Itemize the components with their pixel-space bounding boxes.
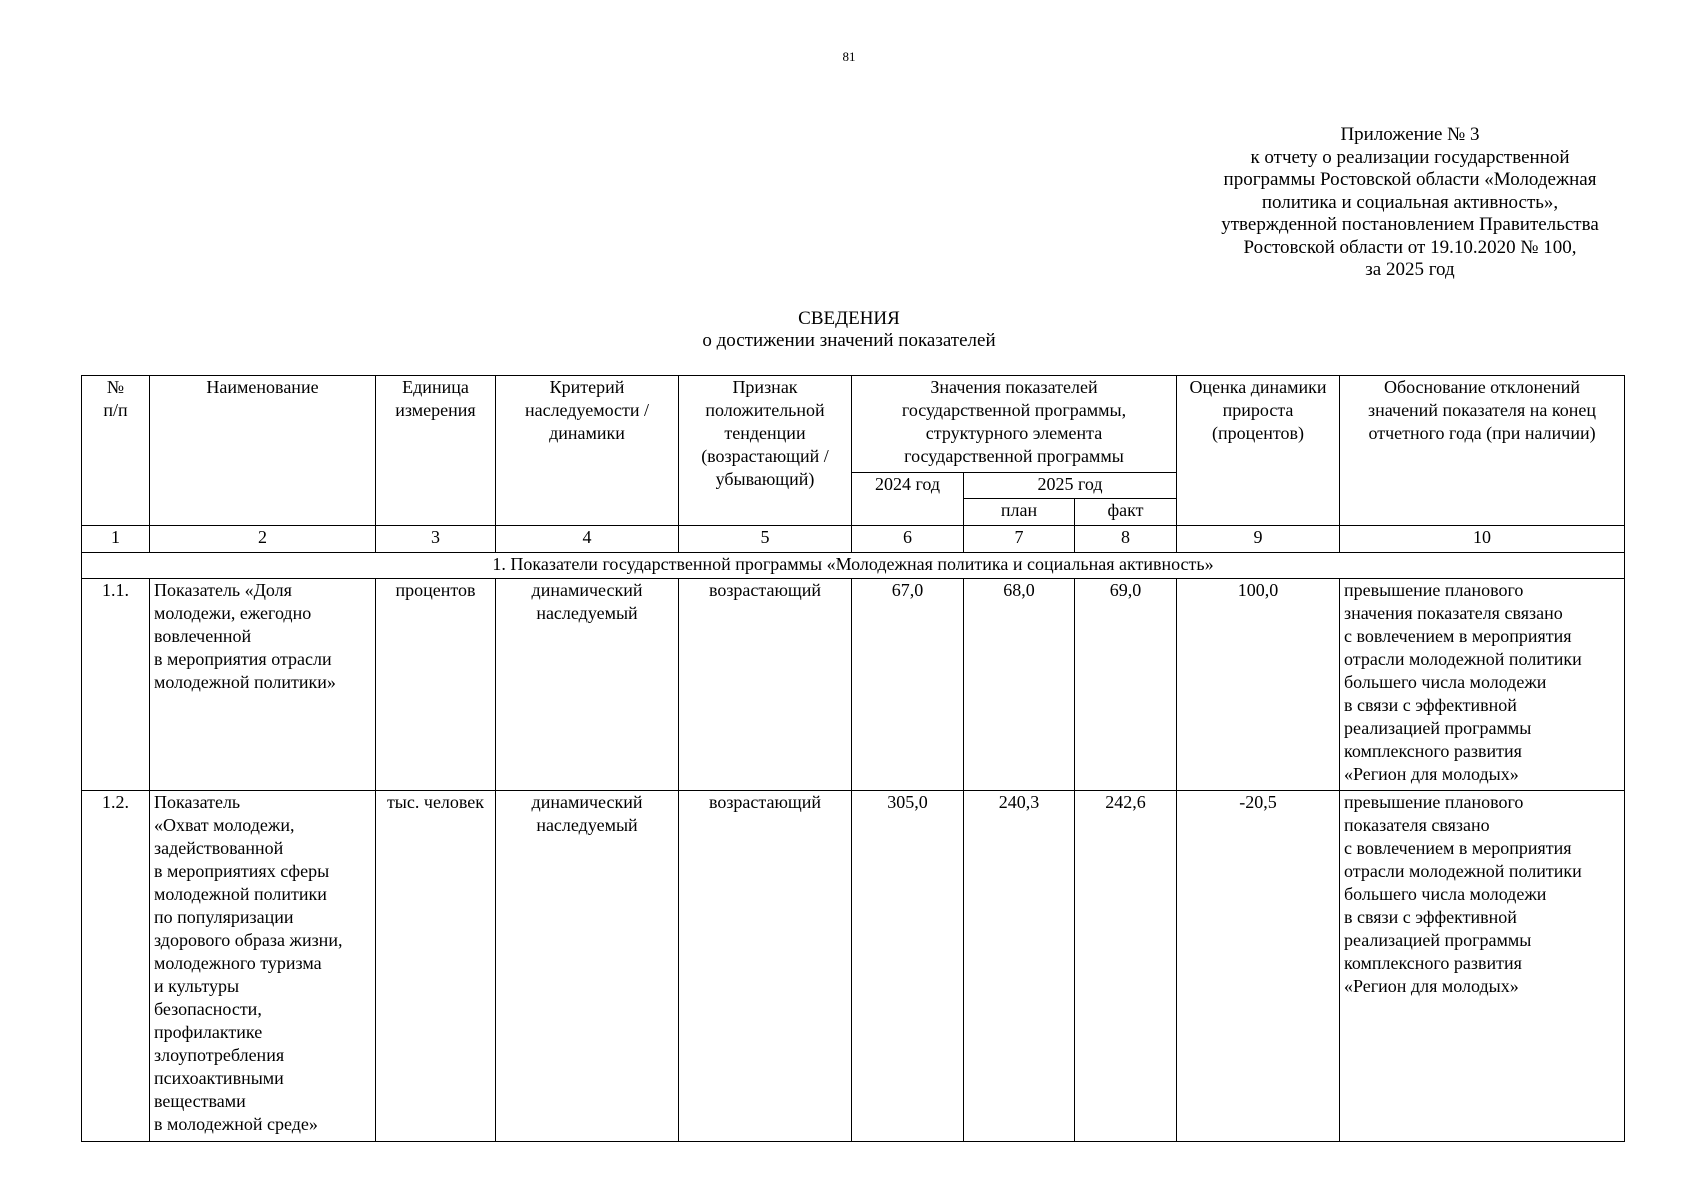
header-year-2025: 2025 год [964, 473, 1177, 499]
row-value-2024: 67,0 [852, 579, 964, 791]
table-row [82, 791, 1625, 1142]
header-name: Наименование [150, 376, 376, 526]
row-name: Показатель «Доля молодежи, ежегодно вовлеченной в мероприятия отрасли молодежной политики» [150, 579, 376, 791]
appendix-line: Ростовской области от 19.10.2020 № 100, [1243, 236, 1577, 258]
header-dynamics: Оценка динамики прироста (процентов) [1177, 376, 1340, 526]
row-unit: тыс. человек [376, 791, 496, 1142]
row-num: 1.2. [82, 791, 150, 1142]
row-justification: превышение планового показателя связано с вовлечением в мероприятия отрасли молодежной политики большего числа молодежи в связи с эффективной реализацией программы комплексного развития «Регион для молодых» [1340, 791, 1625, 1142]
row-name: Показатель «Охват молодежи, задействованной в мероприятиях сферы молодежной политики по популяризации здорового образа жизни, молодежного туризма и культуры безопасности, профилактике злоупотребления психоактивными веществами в молодежной среде» [150, 791, 376, 1142]
indicators-table [81, 375, 1625, 1142]
row-plan: 68,0 [964, 579, 1075, 791]
document-subtitle: о достижении значений показателей [702, 330, 996, 351]
header-criterion: Критерий наследуемости / динамики [496, 376, 679, 526]
row-fact: 242,6 [1075, 791, 1177, 1142]
column-number: 7 [964, 526, 1075, 553]
header-num: № п/п [82, 376, 150, 526]
page-number: 81 [842, 49, 856, 64]
row-num: 1.1. [82, 579, 150, 791]
column-number: 8 [1075, 526, 1177, 553]
row-fact: 69,0 [1075, 579, 1177, 791]
column-number: 6 [852, 526, 964, 553]
row-trend: возрастающий [679, 791, 852, 1142]
column-number: 9 [1177, 526, 1340, 553]
row-criterion: динамический наследуемый [496, 791, 679, 1142]
appendix-line: за 2025 год [1365, 259, 1455, 280]
row-justification: превышение планового значения показателя связано с вовлечением в мероприятия отрасли молодежной политики большего числа молодежи в связи с эффективной реализацией программы комплексного развития «Регион для молодых» [1340, 579, 1625, 791]
document-title: СВЕДЕНИЯ [798, 308, 900, 329]
appendix-line: к отчету о реализации государственной [1250, 146, 1570, 168]
table-row [82, 579, 1625, 791]
header-justification: Обоснование отклонений значений показателя на конец отчетного года (при наличии) [1340, 376, 1625, 526]
column-number: 1 [82, 526, 150, 553]
header-trend: Признак положительной тенденции (возрастающий / убывающий) [679, 376, 852, 526]
document-title-block [0, 308, 1698, 352]
header-unit: Единица измерения [376, 376, 496, 526]
header-fact: факт [1075, 499, 1177, 526]
row-criterion: динамический наследуемый [496, 579, 679, 791]
column-number: 10 [1340, 526, 1625, 553]
row-dynamics: -20,5 [1177, 791, 1340, 1142]
row-value-2024: 305,0 [852, 791, 964, 1142]
appendix-line: политика и социальная активность», [1261, 191, 1559, 213]
column-number: 2 [150, 526, 376, 553]
row-plan: 240,3 [964, 791, 1075, 1142]
row-unit: процентов [376, 579, 496, 791]
header-plan: план [964, 499, 1075, 526]
appendix-line: Приложение № 3 [1340, 124, 1480, 145]
column-number: 4 [496, 526, 679, 553]
appendix-line: утвержденной постановлением Правительства [1221, 214, 1599, 235]
header-year-2024: 2024 год [852, 473, 964, 526]
appendix-line: программы Ростовской области «Молодежная [1223, 169, 1597, 190]
row-dynamics: 100,0 [1177, 579, 1340, 791]
section-title: 1. Показатели государственной программы «Молодежная политика и социальная активность» [82, 553, 1625, 579]
column-number: 5 [679, 526, 852, 553]
row-trend: возрастающий [679, 579, 852, 791]
header-values-group: Значения показателей государственной программы, структурного элемента государственной программы [852, 376, 1177, 473]
appendix-note [1190, 124, 1630, 282]
column-number: 3 [376, 526, 496, 553]
